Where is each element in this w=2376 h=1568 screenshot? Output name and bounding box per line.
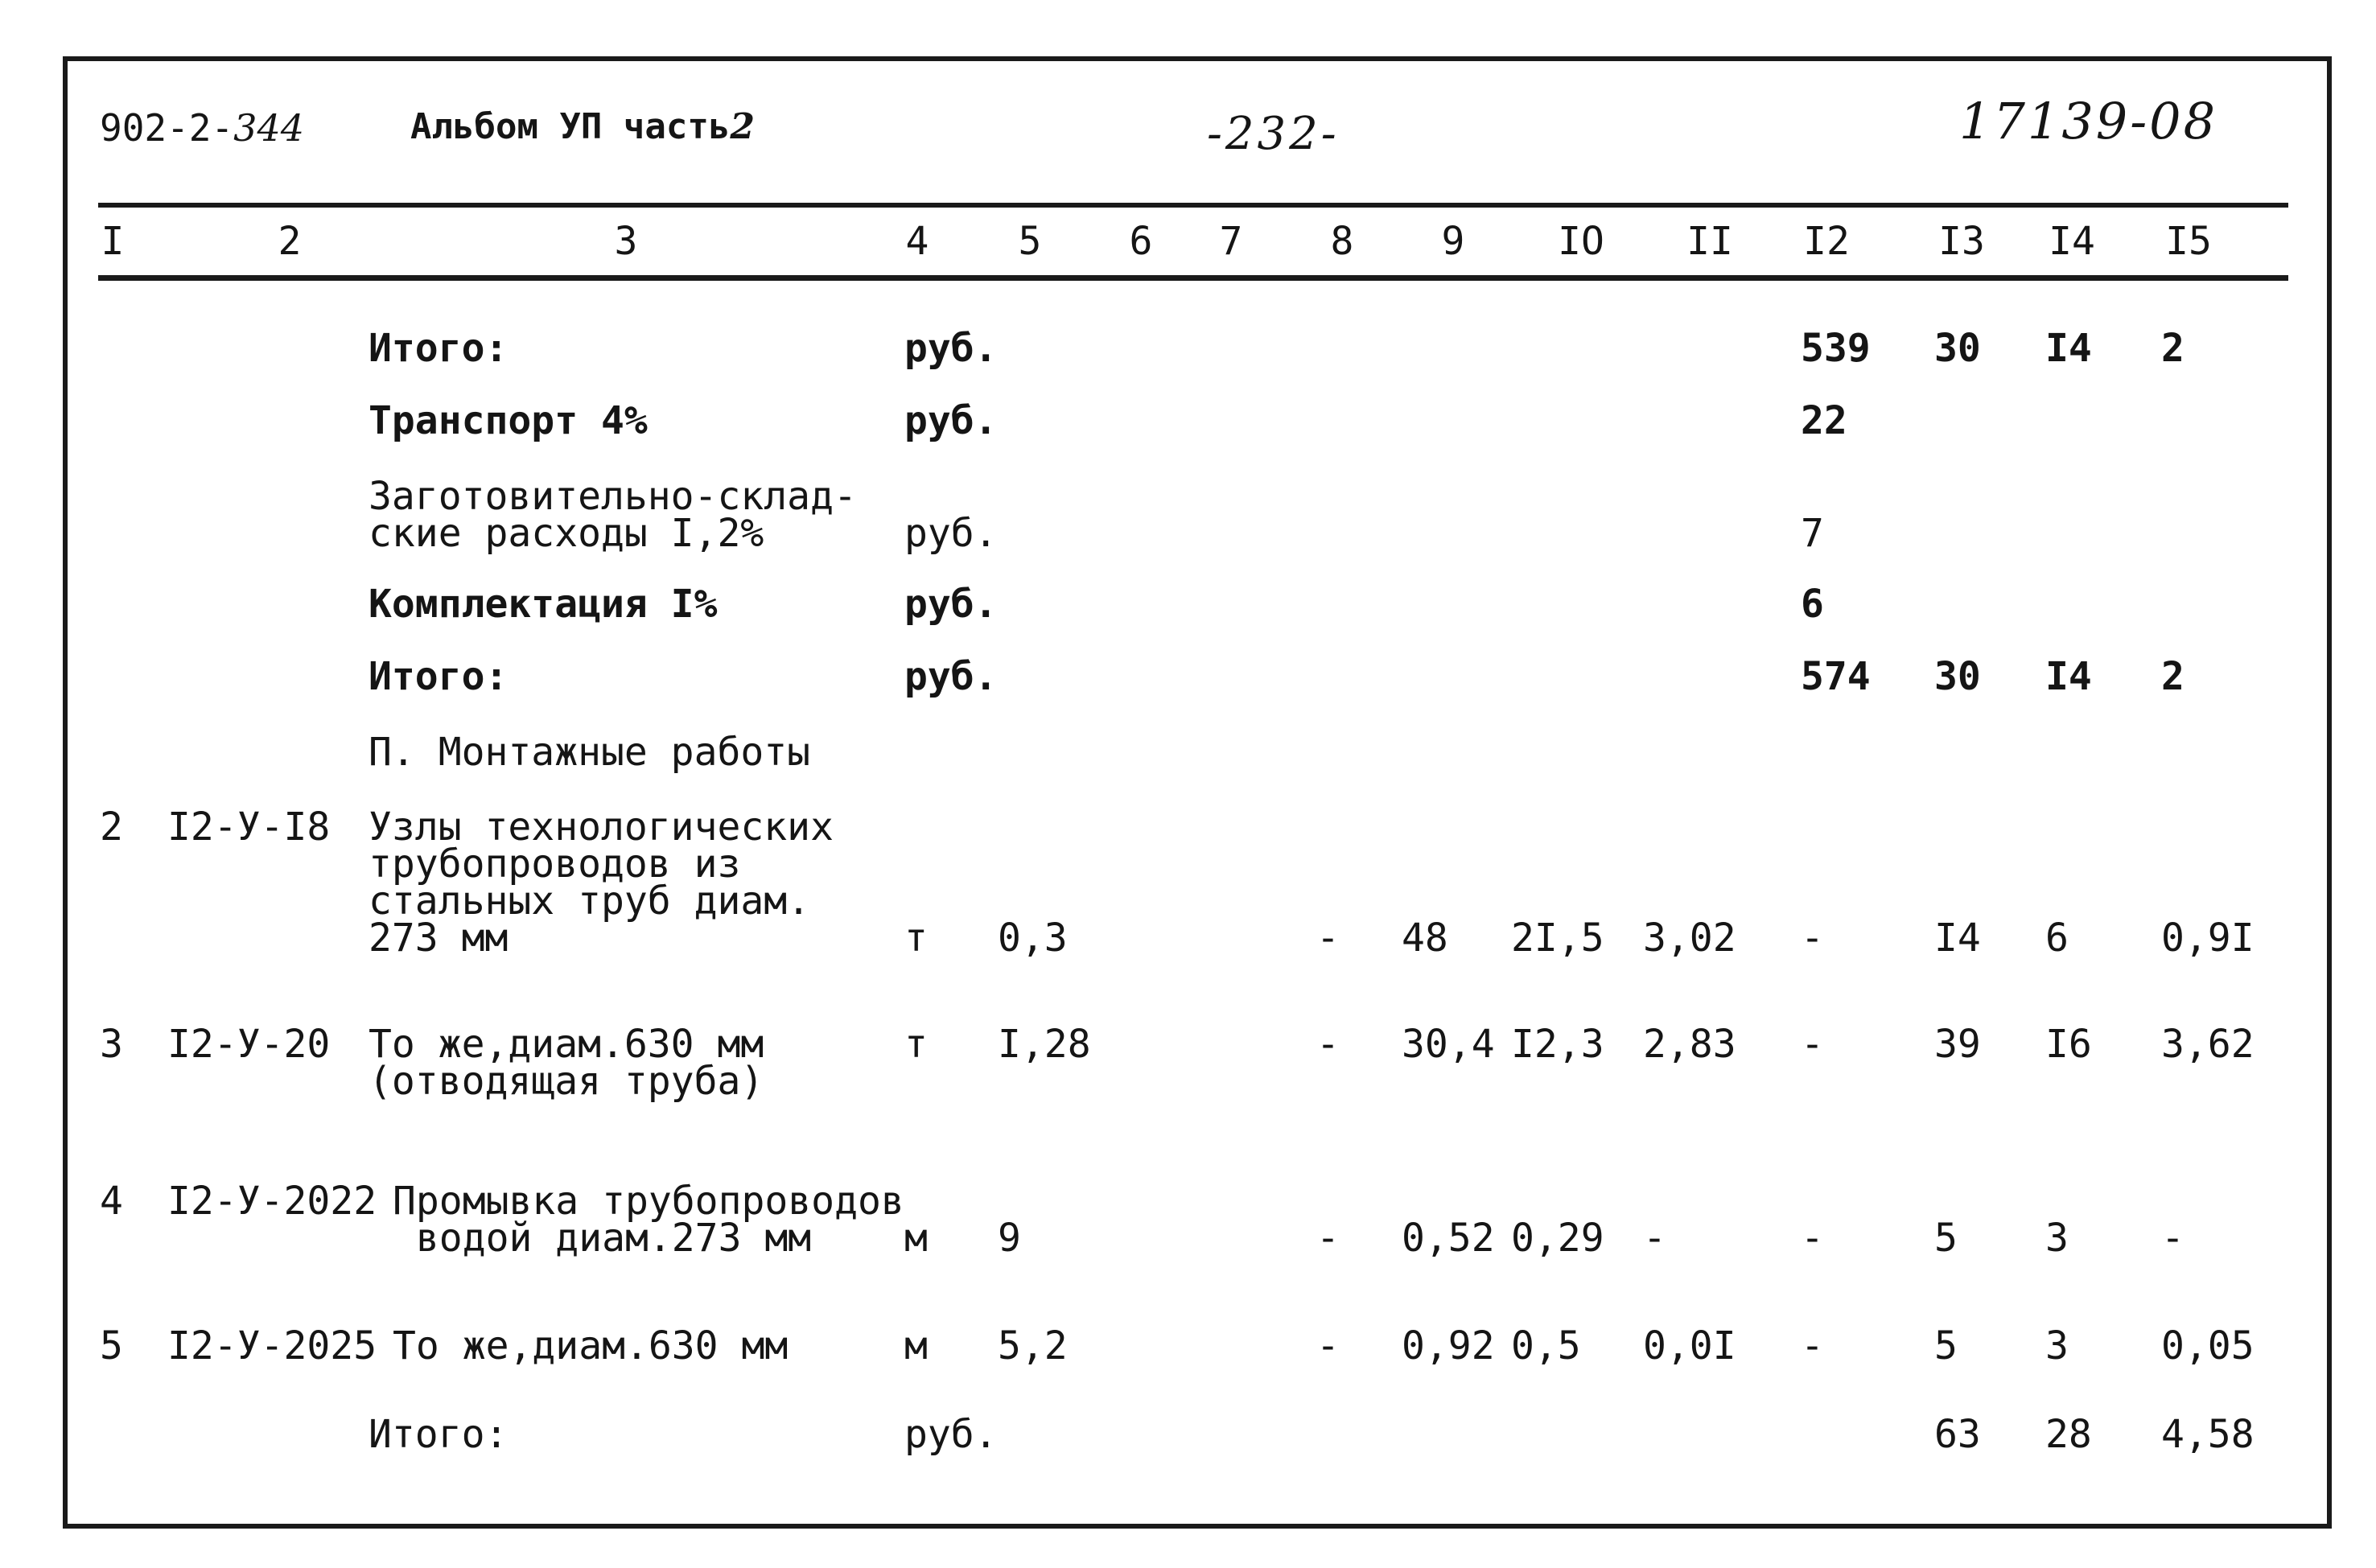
unit-cell: руб. [904, 1412, 998, 1457]
col14-cell: I4 [2045, 326, 2092, 371]
unit-cell: м [904, 1216, 928, 1261]
column-number: 7 [1219, 219, 1243, 264]
document-code-handwritten: 344 [233, 106, 304, 150]
col15-cell: - [2161, 1216, 2185, 1261]
col13-cell: I4 [1934, 916, 1981, 961]
col15-cell: 2 [2161, 326, 2185, 371]
col8-cell: - [1316, 916, 1340, 961]
col11-cell: 0,0I [1643, 1323, 1736, 1368]
header-top-rule [98, 203, 2288, 208]
col12-cell: 6 [1801, 582, 1824, 627]
work-name-line: Итого: [369, 326, 509, 371]
work-name-line: 273 мм [369, 916, 509, 961]
unit-cell: руб. [904, 511, 998, 556]
col14-cell: 6 [2045, 916, 2069, 961]
col14-cell: 3 [2045, 1216, 2069, 1261]
column-number: I4 [2049, 219, 2095, 264]
col14-cell: 28 [2045, 1412, 2092, 1457]
work-name-line: стальных труб диам. [369, 879, 811, 924]
unit-cell: руб. [904, 398, 998, 443]
col12-cell: 7 [1801, 511, 1824, 556]
work-name-line: Транспорт 4% [369, 398, 648, 443]
unit-cell: руб. [904, 326, 998, 371]
col12-cell: - [1801, 1022, 1824, 1067]
work-name-line: Комплектация I% [369, 582, 718, 627]
work-name-line: Итого: [369, 1412, 509, 1457]
col13-cell: 39 [1934, 1022, 1981, 1067]
col13-cell: 5 [1934, 1216, 1958, 1261]
work-name-line: трубопроводов из [369, 842, 741, 887]
column-number: 3 [614, 219, 638, 264]
quantity-cell: 9 [998, 1216, 1021, 1261]
column-number: I2 [1803, 219, 1850, 264]
col15-cell: 4,58 [2161, 1412, 2255, 1457]
work-name-line: Промывка трубопроводов [393, 1179, 904, 1224]
document-code-printed: 902-2- [100, 106, 234, 150]
work-name-line: (отводящая труба) [369, 1059, 764, 1104]
col14-cell: I6 [2045, 1022, 2092, 1067]
work-name-line: То же,диам.630 мм [393, 1323, 789, 1368]
work-name-line: П. Монтажные работы [369, 730, 811, 775]
column-number: IO [1558, 219, 1604, 264]
work-name-line: водой диам.273 мм [393, 1216, 812, 1261]
col9-cell: 48 [1402, 916, 1448, 961]
norm-code-cell: I2-У-20 [167, 1022, 331, 1067]
col13-cell: 63 [1934, 1412, 1981, 1457]
work-name-line: Заготовительно-склад- [369, 474, 857, 519]
quantity-cell: 0,3 [998, 916, 1068, 961]
work-name-line: То же,диам.630 мм [369, 1022, 764, 1067]
unit-cell: м [904, 1323, 928, 1368]
sheet-code: 17139-08 [1959, 92, 2218, 150]
col15-cell: 2 [2161, 654, 2185, 699]
col8-cell: - [1316, 1323, 1340, 1368]
column-number: I3 [1938, 219, 1985, 264]
col12-cell: 22 [1801, 398, 1847, 443]
row-number-cell: 4 [100, 1179, 123, 1224]
norm-code-cell: I2-У-2022 [167, 1179, 377, 1224]
column-number: 8 [1330, 219, 1354, 264]
column-number: 2 [278, 219, 302, 264]
norm-code-cell: I2-У-I8 [167, 805, 331, 850]
work-name-line: Узлы технологических [369, 805, 834, 850]
col8-cell: - [1316, 1022, 1340, 1067]
unit-cell: т [904, 1022, 928, 1067]
column-number: 4 [905, 219, 929, 264]
document-code [100, 106, 304, 150]
col12-cell: - [1801, 1216, 1824, 1261]
album-title [410, 106, 755, 147]
col8-cell: - [1316, 1216, 1340, 1261]
col13-cell: 30 [1934, 654, 1981, 699]
row-number-cell: 5 [100, 1323, 123, 1368]
col14-cell: I4 [2045, 654, 2092, 699]
unit-cell: руб. [904, 582, 998, 627]
unit-cell: т [904, 916, 928, 961]
column-number: 6 [1129, 219, 1153, 264]
col14-cell: 3 [2045, 1323, 2069, 1368]
col15-cell: 0,05 [2161, 1323, 2255, 1368]
column-number: II [1686, 219, 1733, 264]
album-part-handwritten: 2 [730, 106, 755, 147]
quantity-cell: I,28 [998, 1022, 1091, 1067]
col11-cell: - [1643, 1216, 1666, 1261]
col12-cell: 539 [1801, 326, 1871, 371]
quantity-cell: 5,2 [998, 1323, 1068, 1368]
col11-cell: 3,02 [1643, 916, 1736, 961]
col12-cell: 574 [1801, 654, 1871, 699]
col10-cell: 2I,5 [1511, 916, 1604, 961]
column-number: I [101, 219, 125, 264]
col13-cell: 5 [1934, 1323, 1958, 1368]
col13-cell: 30 [1934, 326, 1981, 371]
row-number-cell: 2 [100, 805, 123, 850]
col15-cell: 3,62 [2161, 1022, 2255, 1067]
column-number: 9 [1441, 219, 1465, 264]
col9-cell: 0,52 [1402, 1216, 1495, 1261]
col10-cell: 0,29 [1511, 1216, 1604, 1261]
column-number: 5 [1018, 219, 1042, 264]
col12-cell: - [1801, 1323, 1824, 1368]
page-number: -232- [1207, 108, 1340, 160]
album-label: Альбом УП часть [410, 106, 731, 147]
header-bottom-rule [98, 275, 2288, 281]
col11-cell: 2,83 [1643, 1022, 1736, 1067]
col9-cell: 0,92 [1402, 1323, 1495, 1368]
col10-cell: I2,3 [1511, 1022, 1604, 1067]
col15-cell: 0,9I [2161, 916, 2255, 961]
col10-cell: 0,5 [1511, 1323, 1581, 1368]
column-number: I5 [2165, 219, 2212, 264]
col12-cell: - [1801, 916, 1824, 961]
row-number-cell: 3 [100, 1022, 123, 1067]
col9-cell: 30,4 [1402, 1022, 1495, 1067]
unit-cell: руб. [904, 654, 998, 699]
work-name-line: Итого: [369, 654, 509, 699]
norm-code-cell: I2-У-2025 [167, 1323, 377, 1368]
work-name-line: ские расходы I,2% [369, 511, 764, 556]
